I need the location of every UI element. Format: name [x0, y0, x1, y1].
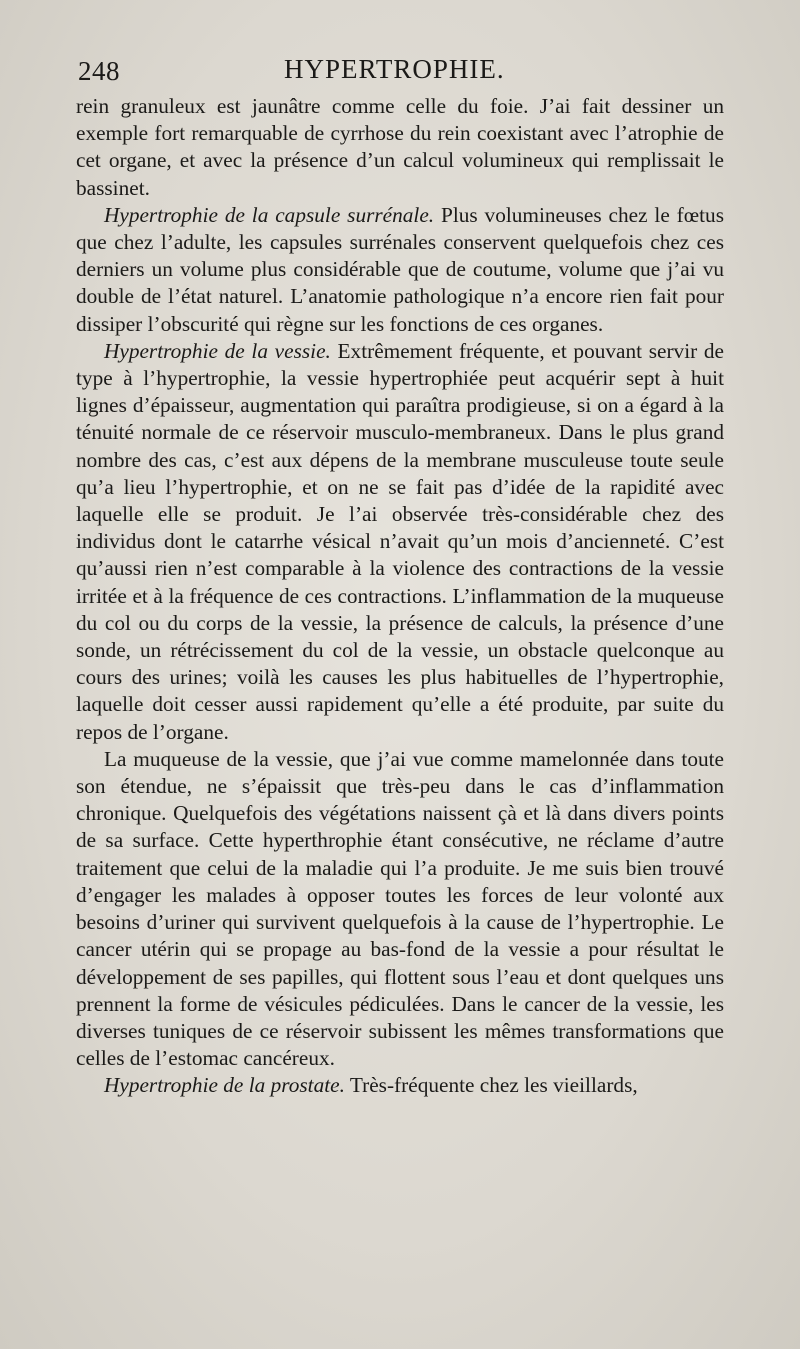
- paragraph-capsule: [76, 202, 724, 338]
- paragraph-text: La muqueuse de la vessie, que j’ai vue comme mamelonnée dans toute son étendue, ne s’épaissit que très-peu dans le cas d’inflammation chronique. Quelquefois des végétations naissent çà et là dans divers points de sa surface. Cette hyperthrophie étant consécutive, ne réclame d’autre traitement que celui de la maladie qui l’a produite. Je me suis bien trouvé d’engager les malades à opposer toutes les forces de leur volonté aux besoins d’uriner qui survivent quelquefois à la cause de l’hypertrophie. Le cancer utérin qui se propage au bas-fond de la vessie a pour résultat le développement de ses papilles, qui flottent sous l’eau et dont quelques uns prennent la forme de vésicules pédiculées. Dans le cancer de la vessie, les diverses tuniques de ce réservoir subissent les mêmes transformations que celles de l’estomac cancéreux.: [76, 746, 724, 1071]
- paragraph-bladder: [76, 338, 724, 746]
- paragraph-text: Très-fréquente chez les vieillards,: [344, 1073, 638, 1098]
- section-heading: Hypertrophie de la vessie.: [104, 338, 331, 363]
- paragraph-prostate: [76, 1072, 724, 1099]
- body-text: [76, 93, 724, 1100]
- section-heading: Hypertrophie de la prostate.: [104, 1073, 345, 1098]
- running-title: HYPERTROPHIE.: [284, 54, 505, 84]
- paragraph-text: rein granuleux est jaunâtre comme celle du foie. J’ai fait dessiner un exemple fort remarquable de cyrrhose du rein coexistant avec l’atrophie de cet organe, et avec la présence d’un calcul volumineux qui remplissait le bassinet.: [76, 94, 724, 200]
- paragraph-mucosa: [76, 746, 724, 1072]
- paragraph-text: Plus volumineuses chez le fœtus que chez l’adulte, les capsules surrénales conservent quelquefois chez ces derniers un volume plus considérable que de coutume, volume que j’ai vu double de l’état naturel. L’anatomie pathologique n’a encore rien fait pour dissiper l’obscurité qui règne sur les fonctions de ces organes.: [76, 202, 724, 336]
- page-number: 248: [78, 56, 120, 86]
- section-heading: Hypertrophie de la capsule surrénale.: [104, 202, 435, 227]
- paragraph-text: Extrêmement fréquente, et pouvant servir de type à l’hypertrophie, la vessie hypertrophiée peut acquérir sept à huit lignes d’épaisseur, augmentation qui paraîtra prodigieuse, si on a égard à la ténuité normale de ce réservoir musculo-membraneux. Dans le plus grand nombre des cas, c’est aux dépens de la membrane musculeuse toute seule qu’a lieu l’hypertrophie, et on ne se fait pas d’idée de la rapidité avec laquelle elle se produit. Je l’ai observée très-considérable chez des individus dont le catarrhe vésical n’avait qu’un mois d’ancienneté. C’est qu’aussi rien n’est comparable à la violence des contractions de la vessie irritée et à la fréquence de ces contractions. L’inflammation de la muqueuse du col ou du corps de la vessie, la présence de calculs, la présence d’une sonde, un rétrécissement du col de la vessie, un obstacle quelconque au cours des urines; voilà les causes les plus habituelles de l’hypertrophie, laquelle doit cesser aussi rapidement qu’elle a été produite, par suite du repos de l’organe.: [76, 338, 725, 744]
- page-header: [78, 52, 722, 92]
- paragraph-kidney: [76, 93, 724, 202]
